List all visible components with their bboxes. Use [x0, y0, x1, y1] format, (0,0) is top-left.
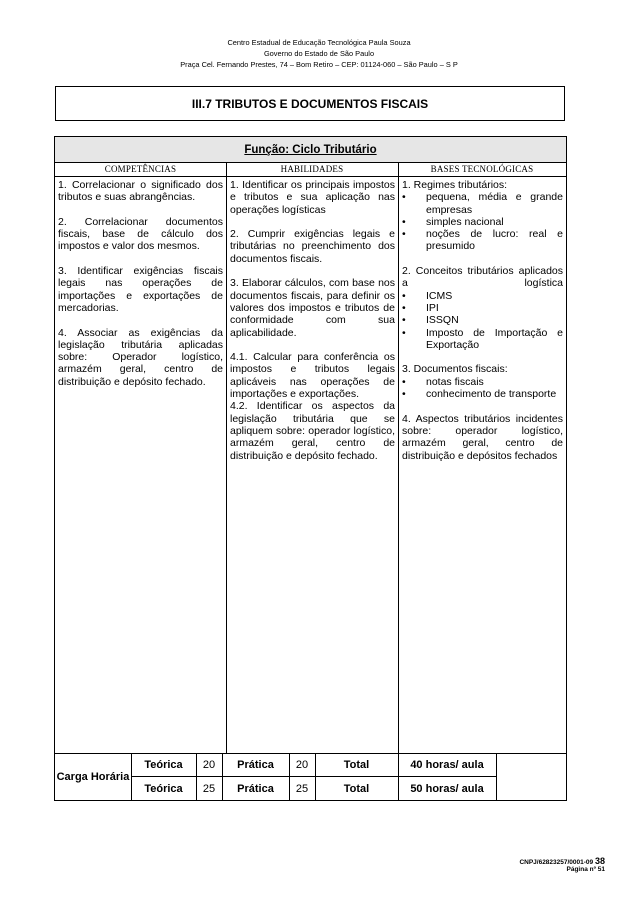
base-item: 4. Aspectos tributários incidentes sobre: operador logístico, armazém geral, centro de distribuição e depósitos fechados [402, 412, 563, 462]
habilidade-item: 1. Identificar os principais impostos e tributos e sua aplicação nas operações logísticas [230, 179, 395, 216]
habilidades-column [227, 177, 398, 476]
total-label: Total [343, 759, 370, 771]
bullet-icon: • [402, 228, 406, 241]
teorica-label: Teórica [144, 782, 183, 795]
bullet-icon: • [402, 191, 406, 204]
bullet-icon: • [402, 301, 406, 314]
pratica-value: 20 [295, 759, 309, 771]
column-header-bases: BASES TECNOLÓGICAS [398, 163, 566, 177]
base-bullet: • Imposto de Importação e Exportação [402, 326, 563, 351]
function-title: Função: Ciclo Tributário [55, 137, 566, 163]
base-bullet: • ISSQN [402, 314, 459, 327]
header-institution: Centro Estadual de Educação Tecnológica Paula Souza [227, 38, 411, 47]
competencia-item: 2. Correlacionar documentos fiscais, base de cálculo dos impostos e valor dos mesmos. [58, 215, 223, 253]
competencia-item: 1. Correlacionar o significado dos tributos e suas abrangências. [58, 179, 223, 204]
base-bullet: • noções de lucro: real e presumido [402, 228, 563, 253]
pratica-value: 25 [295, 782, 309, 795]
header-address: Praça Cel. Fernando Prestes, 74 – Bom Retiro – CEP: 01124-060 – São Paulo – S P [180, 60, 458, 69]
carga-horaria-label: Carga Horária [56, 771, 130, 783]
bullet-icon: • [402, 314, 406, 327]
habilidade-item: 3. Elaborar cálculos, com base nos documentos fiscais, para definir os valores dos impostos e tributos de conformidade com sua aplicabilidade. [230, 277, 395, 339]
teorica-value: 20 [202, 759, 216, 771]
bullet-icon: • [402, 215, 406, 228]
base-bullet: • conhecimento de transporte [402, 388, 557, 401]
teorica-label: Teórica [144, 759, 183, 771]
total-value: 40 horas/ aula [410, 759, 484, 771]
bullet-icon: • [402, 388, 406, 401]
footer-page: Página nº 51 [566, 866, 605, 873]
base-bullet: • IPI [402, 301, 439, 314]
bullet-icon: • [402, 289, 406, 302]
habilidade-item: 4.2. Identificar os aspectos da legislação tributária que se apliquem sobre: operador logístico, armazém geral, centro de distribuição e depósito fechado. [230, 400, 395, 462]
bullet-icon: • [402, 375, 406, 388]
competencia-item: 4. Associar as exigências da legislação tributária aplicadas sobre: Operador logístico, armazém geral, centro de distribuição e depósito fechado. [58, 326, 223, 388]
base-title: 1. Regimes tributários: [402, 179, 508, 191]
bullet-icon: • [402, 326, 406, 339]
section-title: III.7 TRIBUTOS E DOCUMENTOS FISCAIS [55, 86, 565, 121]
footer-cnpj: CNPJ/62823257/0001-09 [519, 859, 594, 866]
base-title: 2. Conceitos tributários aplicados a logística [402, 265, 563, 290]
bases-column [399, 177, 566, 464]
pratica-label: Prática [237, 759, 274, 771]
competencia-item: 3. Identificar exigências fiscais legais nas operações de importações e exportações de mercadorias. [58, 265, 223, 314]
column-header-habilidades: HABILIDADES [226, 163, 398, 177]
footer-cnpj-line [519, 856, 605, 866]
competencias-column [55, 177, 226, 402]
column-header-competencias: COMPETÊNCIAS [55, 163, 226, 177]
base-bullet: • ICMS [402, 289, 453, 302]
base-title: 3. Documentos fiscais: [402, 363, 508, 376]
curriculum-table [54, 136, 567, 801]
total-value: 50 horas/ aula [410, 782, 484, 795]
habilidade-item: 4.1. Calcular para conferência os impostos e tributos legais aplicáveis nas operações de importações e exportações. [230, 351, 395, 401]
teorica-value: 25 [202, 782, 216, 795]
header-government: Governo do Estado de São Paulo [263, 49, 375, 58]
carga-horaria-table [55, 753, 566, 801]
habilidade-item: 2. Cumprir exigências legais e tributárias no preenchimento dos documentos fiscais. [230, 228, 395, 265]
base-bullet: • notas fiscais [402, 375, 484, 388]
footer-page-number: 38 [594, 856, 605, 866]
base-bullet: • pequena, média e grande empresas [402, 191, 563, 216]
base-bullet: • simples nacional [402, 215, 504, 228]
total-label: Total [343, 782, 370, 795]
pratica-label: Prática [237, 782, 274, 795]
